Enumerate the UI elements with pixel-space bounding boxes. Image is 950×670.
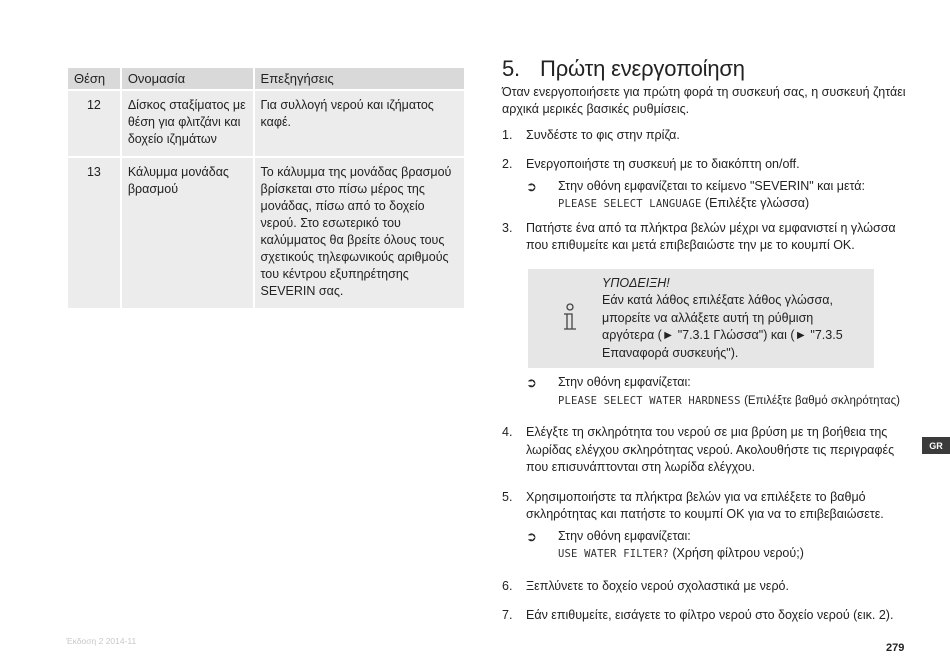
cell-name: Κάλυμμα μονάδας βρασμού — [121, 157, 254, 309]
cell-name: Δίσκος σταξίματος με θέση για φλιτζάνι και δοχείο ιζημάτων — [121, 90, 254, 157]
section-title: Πρώτη ενεργοποίηση — [540, 56, 745, 81]
column-header-name: Ονομασία — [121, 67, 254, 90]
result-arrow-icon: ➲ — [526, 375, 537, 390]
step-text: Χρησιμοποιήστε τα πλήκτρα βελών για να επιλέξετε το βαθμό σκληρότητας και πατήστε το κουμπί OK για να το επιβεβαιώσετε. — [526, 489, 884, 521]
result-step-5 — [526, 528, 910, 564]
page-number: 279 — [886, 642, 905, 654]
cell-description: Το κάλυμμα της μονάδας βρασμού βρίσκεται στο πίσω μέρος της μονάδας, πίσω από το δοχείο νερού. Στο εσωτερικό του καλύμματος θα βρείτε όλους τους σχετικούς τηλεφωνικούς αριθμούς του κέντρου εξυπηρέτησης SEVERIN σας. — [254, 157, 465, 309]
note-text: Εάν κατά λάθος επιλέξατε λάθος γλώσσα, μπορείτε να αλλάξετε αυτή τη ρύθμιση αργότερα (► "7.3.1 Γλώσσα") και (► "7.3.5 Επαναφορά συσκευής"). — [602, 293, 843, 360]
result-arrow-icon: ➲ — [526, 178, 537, 194]
parts-table — [66, 66, 466, 310]
table-row — [67, 90, 465, 157]
step-text: Συνδέστε το φις στην πρίζα. — [526, 127, 680, 142]
display-translation: (Επιλέξτε γλώσσα) — [704, 196, 810, 210]
step-2 — [502, 156, 910, 174]
display-message: PLEASE SELECT LANGUAGE — [558, 198, 702, 210]
table-row — [67, 157, 465, 309]
display-translation: (Επιλέξτε βαθμό σκληρότητας) — [744, 394, 900, 407]
column-header-description: Επεξηγήσεις — [254, 67, 465, 90]
cell-description: Για συλλογή νερού και ιζήματος καφέ. — [254, 90, 465, 157]
footer-version: Έκδοση 2 2014-11 — [66, 636, 137, 646]
step-number: 5. — [502, 489, 513, 504]
cell-position: 12 — [67, 90, 121, 157]
info-icon — [538, 275, 602, 363]
display-message: USE WATER FILTER? — [558, 548, 669, 560]
note-heading: ΥΠΟΔΕΙΞΗ! — [602, 275, 670, 290]
result-text: Στην οθόνη εμφανίζεται: — [558, 375, 691, 389]
result-arrow-icon: ➲ — [526, 528, 537, 544]
step-3 — [502, 220, 910, 255]
result-step-3 — [526, 374, 910, 410]
step-number: 1. — [502, 127, 513, 142]
step-text: Εάν επιθυμείτε, εισάγετε το φίλτρο νερού στο δοχείο νερού (εικ. 2). — [526, 608, 894, 622]
display-message: PLEASE SELECT WATER HARDNESS — [558, 394, 741, 407]
section-heading — [502, 56, 910, 81]
step-text: Ενεργοποιήστε τη συσκευή με το διακόπτη on/off. — [526, 157, 800, 171]
language-tab: GR — [922, 437, 950, 454]
result-text: Στην οθόνη εμφανίζεται το κείμενο "SEVERIN" και μετά: — [558, 178, 865, 193]
intro-text: Όταν ενεργοποιήσετε για πρώτη φορά τη συσκευή σας, η συσκευή ζητάει αρχικά μερικές βασικές ρυθμίσεις. — [502, 84, 906, 116]
step-number: 4. — [502, 425, 513, 439]
step-5 — [502, 489, 910, 524]
display-translation: (Χρήση φίλτρου νερού;) — [672, 546, 804, 560]
step-6 — [502, 578, 910, 596]
step-number: 7. — [502, 608, 513, 622]
table-header-row — [67, 67, 465, 90]
step-7 — [502, 607, 910, 625]
column-header-position: Θέση — [67, 67, 121, 90]
note-box — [528, 269, 874, 369]
step-number: 2. — [502, 157, 513, 171]
step-text: Πατήστε ένα από τα πλήκτρα βελών μέχρι να εμφανιστεί η γλώσσα που επιθυμείτε και μετά επιβεβαιώστε την με το κουμπί OK. — [526, 220, 896, 252]
section-first-activation — [502, 56, 910, 629]
step-number: 6. — [502, 578, 513, 593]
step-text: Ξεπλύνετε το δοχείο νερού σχολαστικά με νερό. — [526, 578, 789, 593]
step-4 — [502, 424, 910, 477]
step-number: 3. — [502, 220, 513, 235]
result-text: Στην οθόνη εμφανίζεται: — [558, 528, 691, 543]
step-text: Ελέγξτε τη σκληρότητα του νερού σε μια βρύση με τη βοήθεια της λωρίδας ελέγχου σκληρότητας νερού. Ακολουθήστε τις περιγραφές που επισυνάπτονται στη λωρίδα ελέγχου. — [526, 425, 895, 474]
section-number: 5. — [502, 56, 520, 81]
result-step-2 — [526, 178, 910, 214]
step-1 — [502, 127, 910, 145]
cell-position: 13 — [67, 157, 121, 309]
